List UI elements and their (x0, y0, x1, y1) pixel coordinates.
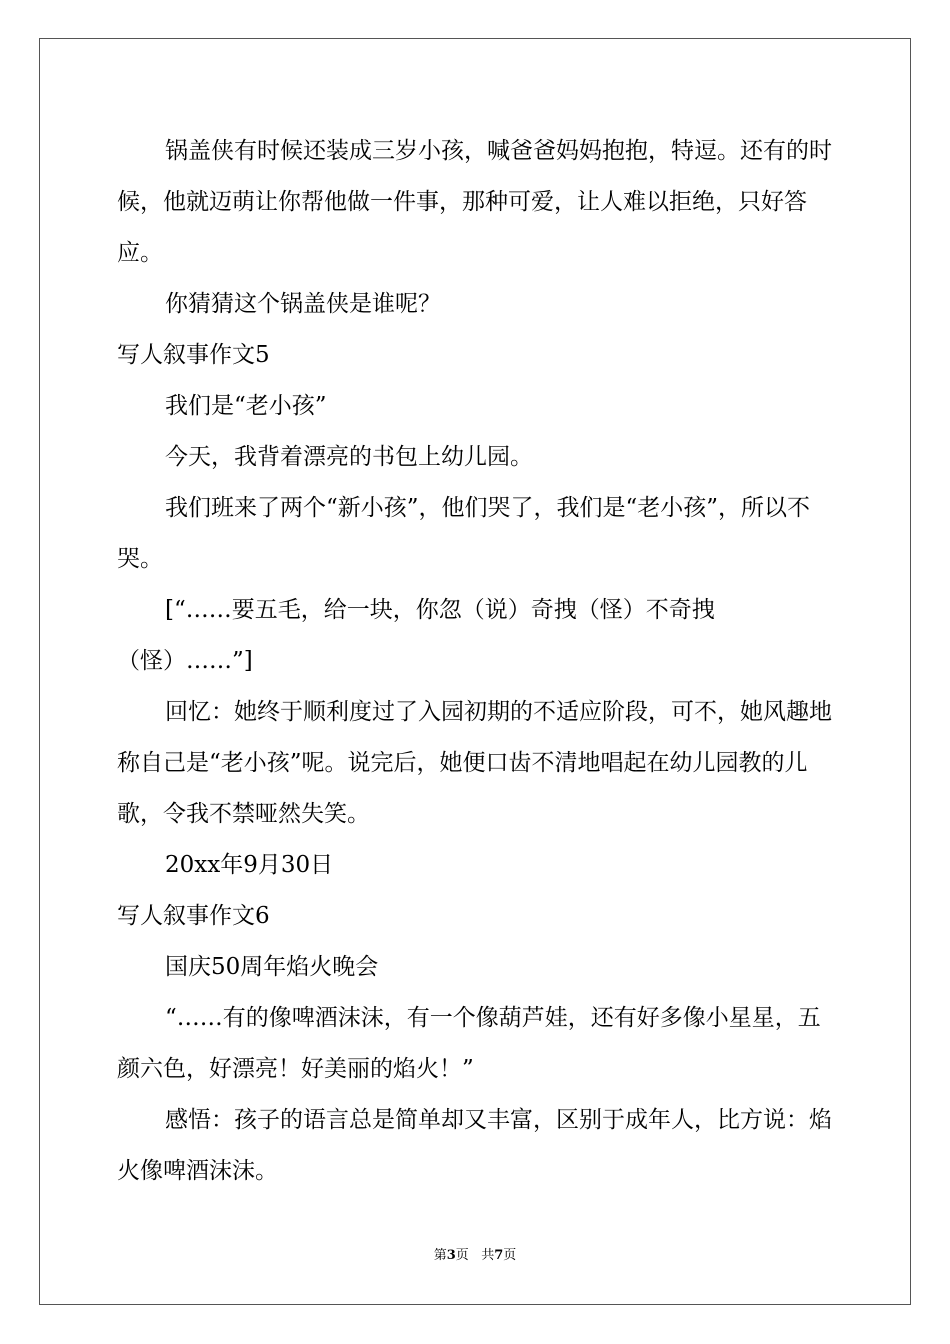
paragraph: 我们班来了两个“新小孩”，他们哭了，我们是“老小孩”，所以不哭。 (117, 495, 811, 572)
essay-title: 我们是“老小孩” (165, 393, 327, 419)
quote-paragraph: [“……要五毛，给一块，你忽（说）奇拽（怪）不奇拽（怪）……”] (117, 597, 715, 674)
paragraph: 今天，我背着漂亮的书包上幼儿园。 (165, 444, 533, 470)
paragraph: 感悟：孩子的语言总是简单却又丰富，区别于成年人，比方说：焰火像啤酒沫沫。 (117, 1107, 832, 1184)
section-heading: 写人叙事作文5 (117, 342, 270, 368)
page-number: 3 (446, 1248, 456, 1263)
section-heading: 写人叙事作文6 (117, 903, 270, 929)
document-body (117, 126, 833, 1197)
essay-title: 国庆50周年焰火晚会 (165, 954, 379, 980)
total-pages: 7 (494, 1248, 504, 1263)
page-suffix: 页 (455, 1248, 469, 1263)
page-footer (0, 1247, 950, 1265)
paragraph: 锅盖侠有时候还装成三岁小孩，喊爸爸妈妈抱抱，特逗。还有的时候，他就迈萌让你帮他做一件事，那种可爱，让人难以拒绝，只好答应。 (117, 138, 832, 266)
date-line: 20xx年9月30日 (165, 852, 334, 878)
page-prefix: 第 (433, 1248, 447, 1263)
total-suffix: 页 (503, 1248, 517, 1263)
total-prefix: 共 (481, 1248, 495, 1263)
quote-paragraph: “……有的像啤酒沫沫，有一个像葫芦娃，还有好多像小星星，五颜六色，好漂亮！好美丽的焰火！” (117, 1005, 821, 1082)
paragraph: 你猜猜这个锅盖侠是谁呢？ (165, 291, 441, 317)
paragraph: 回忆：她终于顺利度过了入园初期的不适应阶段，可不，她风趣地称自己是“老小孩”呢。说完后，她便口齿不清地唱起在幼儿园教的儿歌，令我不禁哑然失笑。 (117, 699, 832, 827)
